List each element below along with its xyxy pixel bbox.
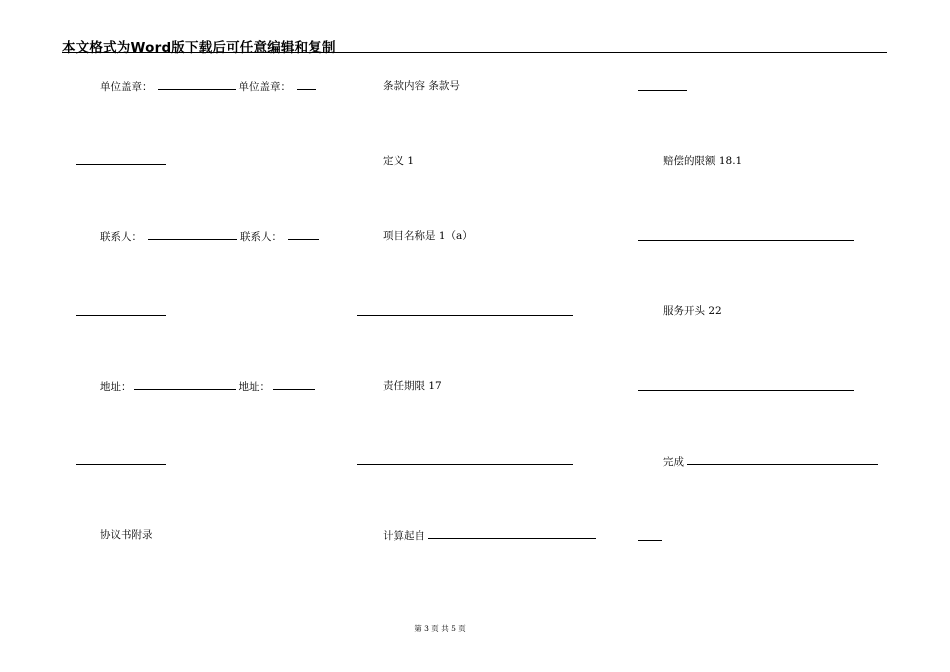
project-name-text: 项目名称是 1（a） xyxy=(383,230,473,242)
contact-label-a: 联系人： xyxy=(100,231,142,243)
clause-header-text: 条款内容 条款号 xyxy=(383,80,460,92)
blank-line-9 xyxy=(638,540,662,541)
calc-from-blank xyxy=(428,529,596,539)
contact-row xyxy=(100,230,319,243)
blank-line-6 xyxy=(638,90,687,91)
complete-row xyxy=(663,455,878,468)
address-blank-b xyxy=(273,380,315,390)
blank-line-8 xyxy=(638,390,854,391)
blank-line-7 xyxy=(638,240,854,241)
calc-from-label: 计算起自 xyxy=(383,530,425,542)
calc-from-row xyxy=(383,529,596,542)
address-label-b: 地址： xyxy=(238,381,270,393)
unit-seal-blank-b xyxy=(297,80,316,90)
address-label-a: 地址： xyxy=(100,381,132,393)
header-divider xyxy=(62,52,887,53)
blank-line-3 xyxy=(76,464,166,465)
unit-seal-blank-a xyxy=(158,80,236,90)
complete-label: 完成 xyxy=(663,456,684,468)
complete-blank xyxy=(687,455,878,465)
unit-seal-row xyxy=(100,80,316,93)
contact-blank-a xyxy=(148,230,237,240)
blank-line-2 xyxy=(76,315,166,316)
service-start-text: 服务开头 22 xyxy=(663,305,722,317)
contact-blank-b xyxy=(288,230,319,240)
address-blank-a xyxy=(134,380,236,390)
appendix-text: 协议书附录 xyxy=(100,529,153,541)
document-header-title: 本文格式为Word版下载后可任意编辑和复制 xyxy=(62,40,336,56)
unit-seal-label-b: 单位盖章： xyxy=(238,81,291,93)
contact-label-b: 联系人： xyxy=(240,231,282,243)
blank-line-5 xyxy=(357,464,573,465)
blank-line-1 xyxy=(76,164,166,165)
liability-period-text: 责任期限 17 xyxy=(383,380,442,392)
definition-text: 定义 1 xyxy=(383,155,415,167)
unit-seal-label-a: 单位盖章： xyxy=(100,81,153,93)
blank-line-4 xyxy=(357,315,573,316)
page-number-footer: 第 3 页 共 5 页 xyxy=(414,624,466,633)
compensation-limit-text: 赔偿的限额 18.1 xyxy=(663,155,743,167)
address-row xyxy=(100,380,315,393)
